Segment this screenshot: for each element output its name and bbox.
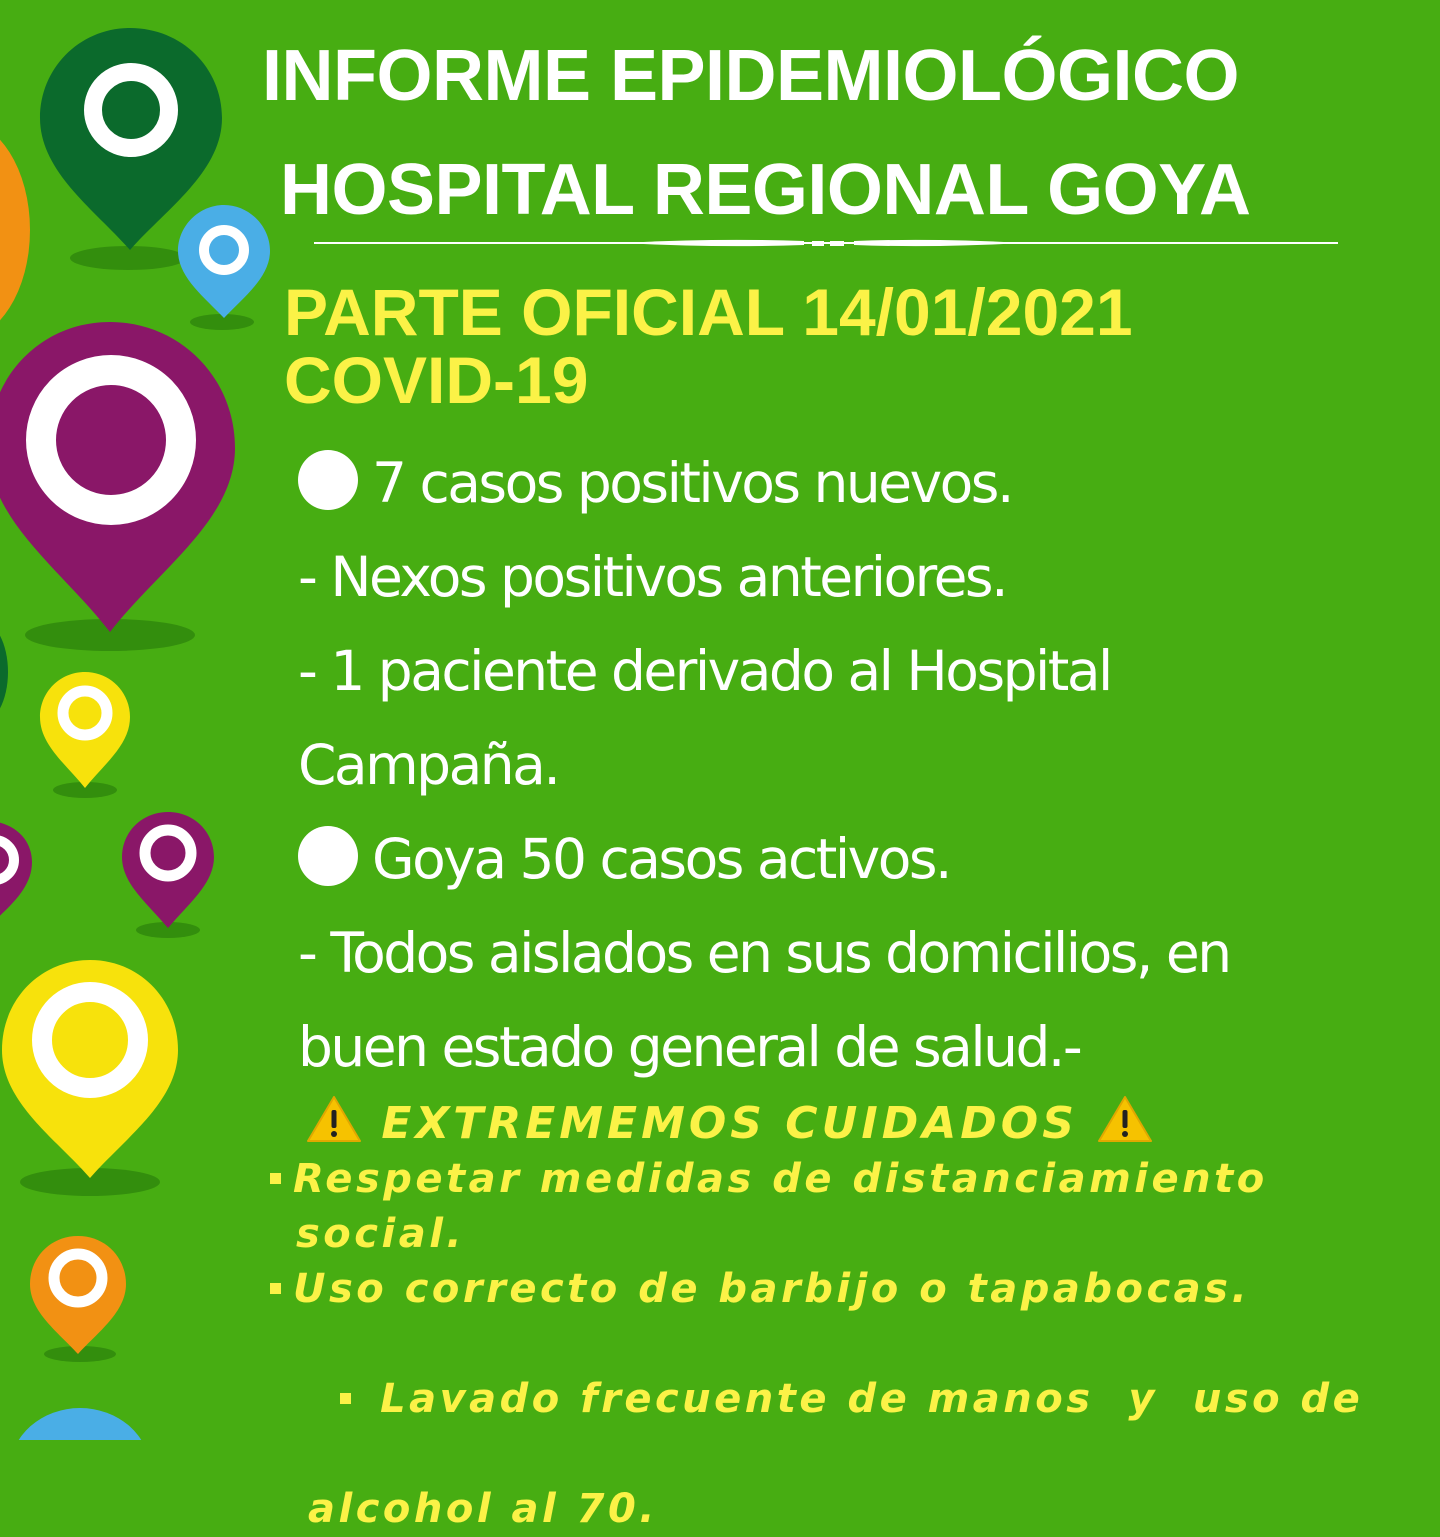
report-line-campana: Campaña. [298, 733, 559, 797]
report-line-derivado: - 1 paciente derivado al Hospital [298, 639, 1111, 703]
purple-pin-partial-icon [0, 820, 32, 925]
purple-small-location-pin-icon [122, 812, 214, 928]
warning-icon [1097, 1094, 1153, 1144]
tip-distanciamiento [270, 1152, 1420, 1207]
title-line-2: HOSPITAL REGIONAL GOYA [280, 150, 1251, 230]
bullet-dot-icon [298, 826, 358, 886]
tip-text: Uso correcto de barbijo o tapabocas. [293, 1266, 1251, 1312]
official-report-covid: COVID-19 [284, 343, 589, 417]
orange-pin-partial-icon [0, 120, 30, 340]
warning-heading [306, 1094, 1406, 1152]
orange-location-pin-icon [30, 1236, 126, 1354]
ornamental-divider [314, 236, 1338, 250]
square-bullet-icon [340, 1393, 351, 1404]
report-line-aislados: - Todos aislados en sus domicilios, en [298, 921, 1230, 985]
blue-location-pin-icon [178, 205, 270, 318]
tip-text: Respetar medidas de distanciamiento [293, 1156, 1268, 1202]
report-bullet-active-cases [298, 812, 1418, 906]
square-bullet-icon [270, 1173, 281, 1184]
report-bullet-new-cases [298, 436, 1418, 530]
pin-shadow [190, 314, 254, 330]
report-line-estado: buen estado general de salud.- [298, 1015, 1081, 1079]
bullet-dot-icon [298, 450, 358, 510]
purple-location-pin-icon [0, 322, 235, 632]
tips-list [270, 1152, 1420, 1537]
pin-shadow [70, 246, 186, 270]
active-cases-text: Goya 50 casos activos. [372, 827, 950, 891]
warning-text: EXTREMEMOS CUIDADOS [381, 1098, 1078, 1149]
tip-lavado [270, 1317, 1420, 1482]
yellow-large-location-pin-icon [2, 960, 178, 1178]
tip-text: Lavado frecuente de manos y uso de [362, 1376, 1364, 1422]
tip-lavado-cont: alcohol al 70. [308, 1486, 658, 1532]
official-report-date: PARTE OFICIAL 14/01/2021 [284, 275, 1133, 349]
decorative-pins [0, 0, 300, 1440]
official-report-heading [284, 275, 1384, 417]
warning-icon [306, 1094, 362, 1144]
title-line-1: INFORME EPIDEMIOLÓGICO [262, 36, 1240, 116]
tip-barbijo [270, 1262, 1420, 1317]
blue-pin-partial-icon [10, 1408, 150, 1440]
report-line-nexos: - Nexos positivos anteriores. [298, 545, 1007, 609]
new-cases-text: 7 casos positivos nuevos. [372, 451, 1012, 515]
yellow-location-pin-icon [40, 672, 130, 788]
tip-distanciamiento-cont: social. [296, 1211, 466, 1257]
square-bullet-icon [270, 1283, 281, 1294]
dark-green-pin-partial-icon [0, 620, 8, 724]
